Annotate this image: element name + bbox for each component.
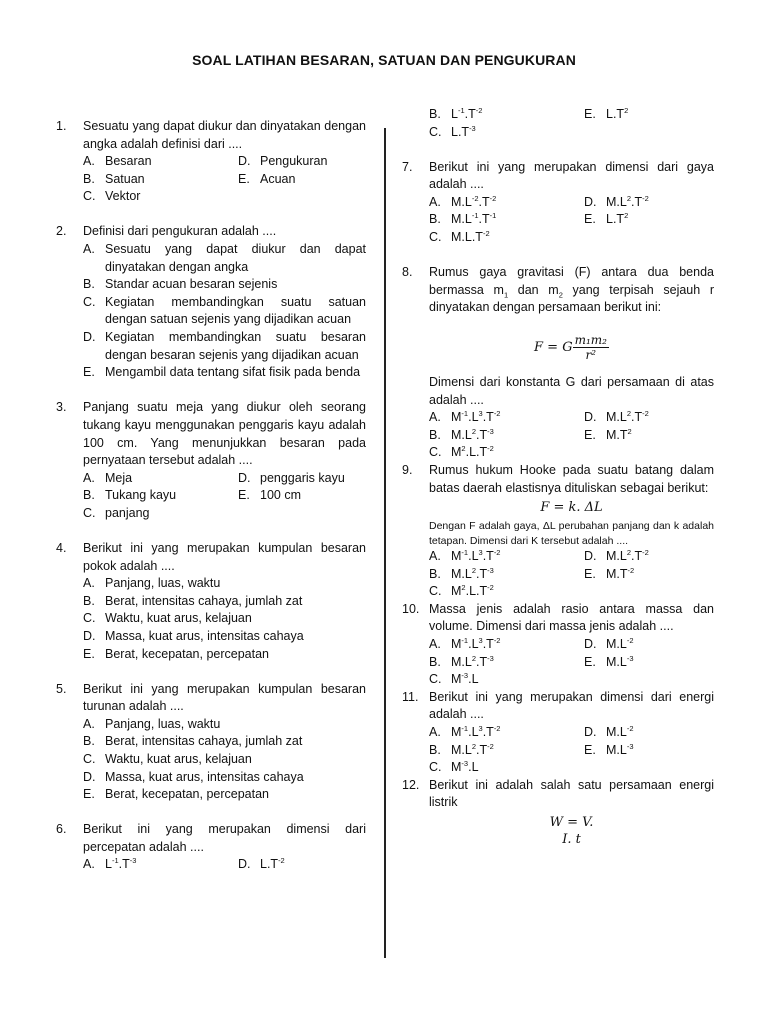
question-7 [402,159,714,247]
option-b: B. $M.L^2.T^{-3}$ [429,653,494,669]
formula-line-2: I. t [562,832,581,847]
question-12 [402,777,714,848]
option-a: A. $L^{-1}.T^{-3}$ [83,856,137,872]
option-c: C. $M^2.L.T^{-2}$ [429,444,494,460]
option-a: A. $M^{-1}.L^3.T^{-2}$ [429,408,501,425]
option-e: E. $M.T^{-2}$ [584,565,635,581]
option-a: A. $M^{-1}.L^3.T^{-2}$ [429,723,501,740]
question-stem: Berikut ini adalah salah satu persamaan energi listrik [429,777,714,810]
question-6-continued [402,106,714,141]
option-e: E. $M.L^{-3}$ [584,741,634,757]
option-e: E. $M.L^{-3}$ [584,653,634,669]
option-b: B. $M.L^{-1}.T^{-1}$ [429,211,497,227]
option-c: C. panjang [83,505,150,520]
left-column [56,118,366,874]
option-d: D. $M.L^{-2}$ [584,635,634,652]
question-stem: Panjang suatu meja yang diukur oleh seorang tukang kayu menggunakan penggaris kayu adalah 100 cm. Yang menunjukkan besaran pada pernyataan tersebut adalah .... [83,400,366,468]
question-stem: Sesuatu yang dapat diukur dan dinyatakan dengan angka adalah definisi dari .... [83,119,366,151]
option-c: C. $M.L.T^{-2}$ [429,228,490,245]
question-9 [402,462,714,601]
option-b: B. Berat, intensitas cahaya, jumlah zat [83,593,303,608]
option-c: C. $M^{-3}.L$ [429,759,479,775]
option-a: A. $M.L^{-2}.T^{-2}$ [429,193,497,209]
option-b: B. $L^{-1}.T^{-2}$ [429,105,483,121]
option-e: E. $M.T^2$ [584,426,632,442]
option-c: C. Waktu, kuat arus, kelajuan [83,752,252,766]
option-d: D. Pengukuran [238,154,328,169]
question-number: 5. [56,681,67,696]
question-number: 9. [402,462,413,477]
formula-line-1: W = V. [549,815,594,830]
question-stem: Rumus hukum Hooke pada suatu batang dalam batas daerah elastisnya dituliskan sebagai berikut: [429,462,714,495]
option-d: D. penggaris kayu [238,470,345,485]
question-4 [56,540,366,663]
question-number: 3. [56,400,67,415]
question-stem: Berikut ini yang merupakan dimensi dari percepatan adalah .... [83,822,366,854]
option-d: D. $M.L^2.T^{-2}$ [584,408,649,425]
option-e: E. 100 cm [238,488,301,503]
question-10 [402,601,714,689]
question-stem: Berikut ini yang merupakan kumpulan besaran turunan adalah .... [83,681,366,714]
option-a: A. Sesuatu yang dapat diukur dan dapat dinyatakan dengan angka [83,242,366,274]
question-3 [56,399,366,522]
option-b: B. Satuan [83,171,145,186]
page-title: SOAL LATIHAN BESARAN, SATUAN DAN PENGUKURAN [192,52,576,68]
question-number: 6. [56,822,67,837]
question-number: 4. [56,540,67,555]
question-1 [56,118,366,206]
option-c: C. Waktu, kuat arus, kelajuan [83,611,252,626]
option-c: C. $M^{-3}.L$ [429,671,479,687]
option-e: E. $L.T^2$ [584,211,629,227]
question-number: 7. [402,159,413,174]
option-b: B. Berat, intensitas cahaya, jumlah zat [83,734,303,749]
option-b: B. Tukang kayu [83,488,177,503]
option-d: D. Massa, kuat arus, intensitas cahaya [83,769,304,784]
option-e: E. Mengambil data tentang sifat fisik pada benda [83,365,361,380]
option-e: E. Berat, kecepatan, percepatan [83,646,270,661]
question-stem: Massa jenis adalah rasio antara massa dan volume. Dimensi dari massa jenis adalah .... [429,601,714,634]
option-a: A. $M^{-1}.L^3.T^{-2}$ [429,635,501,652]
energy-formula [429,814,714,848]
option-e: E. Acuan [238,171,296,186]
option-a: A. $M^{-1}.L^3.T^{-2}$ [429,547,501,564]
question-number: 1. [56,119,67,133]
option-a: A. Besaran [83,154,152,169]
question-number: 10. [402,601,420,616]
question-stem: Rumus gaya gravitasi (F) antara dua benda bermassa $m_1$ dan $m_2$ yang terpisah sejauh r dinyatakan dengan persamaan berikut ini: [429,265,715,315]
question-stem: Berikut ini yang merupakan kumpulan besaran pokok adalah .... [83,540,366,573]
question-stem: Definisi dari pengukuran adalah .... [83,224,277,239]
option-e: E. $L.T^2$ [584,105,629,121]
option-d: D. $M.L^{-2}$ [584,723,634,740]
option-b: B. $M.L^2.T^{-3}$ [429,426,494,442]
option-b: B. $M.L^2.T^{-2}$ [429,741,494,757]
question-6 [56,821,366,874]
right-column [402,106,714,848]
option-b: B. $M.L^2.T^{-3}$ [429,565,494,581]
question-2 [56,223,366,381]
question-11 [402,689,714,777]
question-followup: Dimensi dari konstanta G dari persamaan di atas adalah .... [429,374,714,407]
option-c: C. Kegiatan membandingkan suatu satuan dengan satuan sejenis yang dijadikan acuan [83,294,366,327]
option-c: C. $L.T^{-3}$ [429,123,476,139]
option-d: D. $M.L^2.T^{-2}$ [584,547,649,564]
question-stem: Berikut ini yang merupakan dimensi dari gaya adalah .... [429,159,714,192]
hooke-formula: F = k. ΔL [540,500,603,516]
option-d: D. Kegiatan membandingkan suatu besaran dengan besaran sejenis yang dijadikan acuan [83,330,366,362]
option-b: B. Standar acuan besaran sejenis [83,277,278,292]
option-a: A. Panjang, luas, waktu [83,716,221,731]
question-8 [402,264,714,462]
option-d: D. $M.L^2.T^{-2}$ [584,193,649,209]
gravity-formula: F = G $\frac{\text{m₁m₂}}{\text{r²}}$ [534,332,607,362]
option-d: D. $L.T^{-2}$ [238,856,285,872]
question-number: 2. [56,224,67,239]
option-c: C. Vektor [83,189,141,204]
question-5 [56,681,366,804]
question-note: Dengan F adalah gaya, ΔL perubahan panjang dan k adalah tetapan. Dimensi dari K tersebut adalah .... [429,520,714,547]
option-a: A. Meja [83,470,133,485]
question-stem: Berikut ini yang merupakan dimensi dari energi adalah .... [429,689,714,722]
question-number: 12. [402,777,420,792]
question-number: 11. [402,689,419,704]
option-e: E. Berat, kecepatan, percepatan [83,787,270,802]
column-divider [384,128,386,958]
option-c: C. $M^2.L.T^{-2}$ [429,583,494,599]
option-d: D. Massa, kuat arus, intensitas cahaya [83,628,304,643]
option-a: A. Panjang, luas, waktu [83,576,221,591]
question-number: 8. [402,265,413,280]
